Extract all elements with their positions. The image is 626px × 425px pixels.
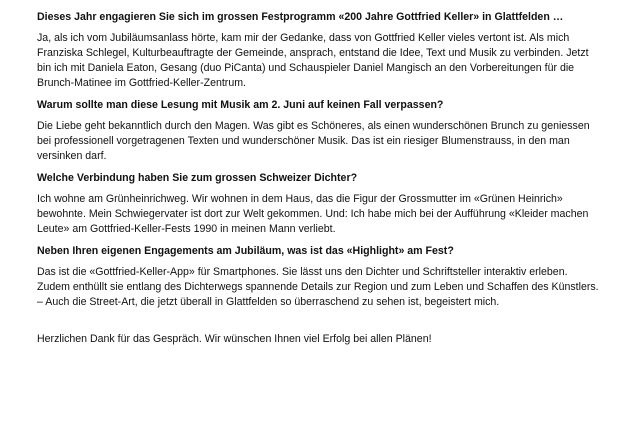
question-4: Neben Ihren eigenen Engagements am Jubiläum, was ist das «Highlight» am Fest? — [37, 245, 454, 257]
question-1: Dieses Jahr engagieren Sie sich im grossen Festprogramm «200 Jahre Gottfried Keller» in Glattfelden … — [37, 11, 564, 23]
answer-1: Ja, als ich vom Jubiläumsanlass hörte, kam mir der Gedanke, dass von Gottfried Keller vieles vertont ist. Als mich Franziska Schlegel, Kulturbeauftragte der Gemeinde, ansprach, entstand die Idee, Text und Musik zu verbinden. Jetzt bin ich mit Daniela Eaton, Gesang (duo PiCanta) und Schauspieler Daniel Mangisch an den Vorbereitungen für die Brunch-Matinee im Gottfried-Keller-Zentrum. — [37, 32, 589, 89]
question-2: Warum sollte man diese Lesung mit Musik am 2. Juni auf keinen Fall verpassen? — [37, 99, 444, 111]
answer-3: Ich wohne am Grünheinrichweg. Wir wohnen in dem Haus, das die Figur der Grossmutter im «Grünen Heinrich» bewohnte. Mein Schwiegervater ist dort zur Welt gekommen. Und: Ich habe mich bei der Aufführung «Kleider machen Leute» am Gottfried-Keller-Fests 1990 in meinen Mann verliebt. — [37, 193, 589, 235]
closing-remark: Herzlichen Dank für das Gespräch. Wir wünschen Ihnen viel Erfolg bei allen Plänen! — [37, 333, 432, 345]
answer-2: Die Liebe geht bekanntlich durch den Magen. Was gibt es Schöneres, als einen wunderschönen Brunch zu geniessen bei professionell vorgetragenen Texten und wunderschöner Musik. Das ist ein riesiger Blumenstrauss, in den man versinken darf. — [37, 120, 590, 162]
interview-document — [37, 10, 603, 347]
question-3: Welche Verbindung haben Sie zum grossen Schweizer Dichter? — [37, 172, 358, 184]
answer-4: Das ist die «Gottfried-Keller-App» für Smartphones. Sie lässt uns den Dichter und Schriftsteller interaktiv erleben. Zudem enthüllt sie entlang des Dichterwegs spannende Details zur Region und zum Leben und Schaffen des Künstlers. – Auch die Street-Art, die jetzt überall in Glattfelden so überraschend zu sehen ist, begeistert mich. — [37, 266, 599, 308]
